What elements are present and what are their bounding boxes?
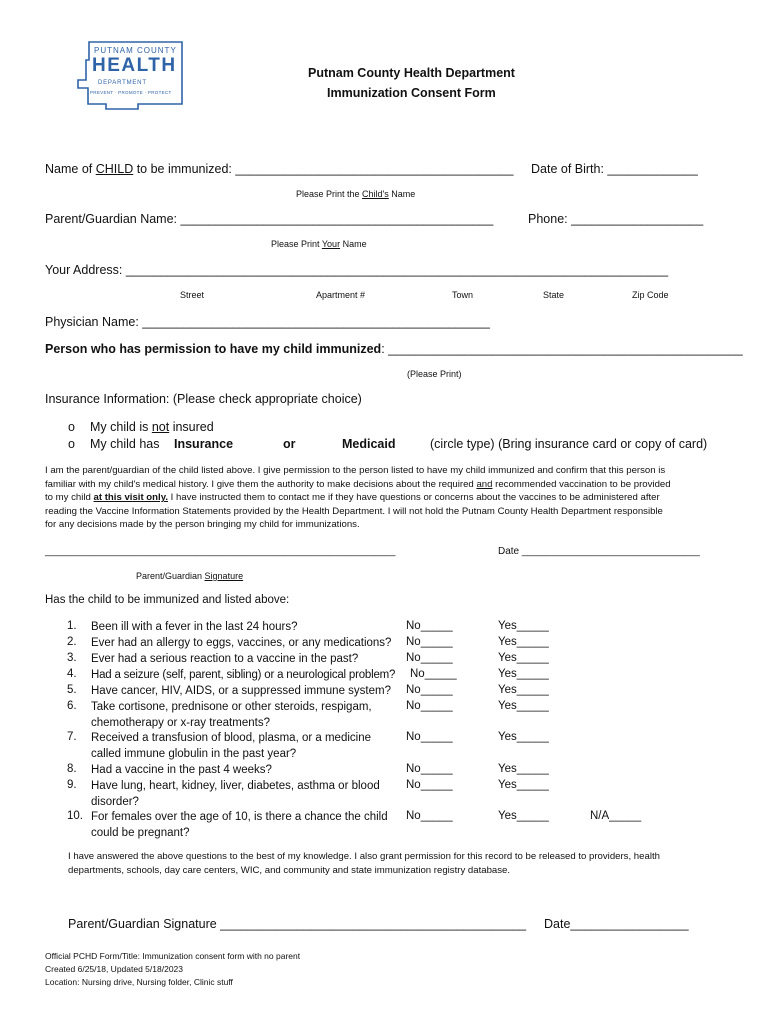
or-separator: or — [283, 437, 296, 451]
guardian-name-hint: Please Print Your Name — [271, 239, 367, 249]
logo-tagline-text: PREVENT · PROMOTE · PROTECT — [90, 90, 172, 95]
child-name-hint: Please Print the Child's Name — [296, 189, 416, 199]
logo-county-text: PUTNAM COUNTY — [94, 46, 177, 55]
form-title: Putnam County Health Department — [308, 66, 515, 80]
answer-no[interactable]: No_____ — [406, 779, 453, 791]
has-coverage-checkbox[interactable]: o My child has — [68, 437, 160, 451]
permission-hint: (Please Print) — [407, 369, 462, 379]
guardian-name-field[interactable]: Parent/Guardian Name: _____________________________________________ — [45, 212, 494, 226]
department-logo — [76, 38, 186, 110]
answer-yes[interactable]: Yes_____ — [498, 636, 549, 648]
guardian-phone-field[interactable]: Phone: ___________________ — [528, 212, 704, 226]
guardian-signature-hint: Parent/Guardian Signature — [136, 571, 244, 581]
address-apartment-hint: Apartment # — [316, 290, 366, 300]
physician-name-field[interactable]: Physician Name: __________________________________________________ — [45, 315, 490, 329]
medicaid-option[interactable]: Medicaid — [342, 437, 396, 451]
child-dob-field[interactable]: Date of Birth: _____________ — [531, 162, 698, 176]
answer-no[interactable]: No_____ — [406, 636, 453, 648]
answer-yes[interactable]: Yes_____ — [498, 620, 549, 632]
insurance-note: (circle type) (Bring insurance card or copy of card) — [430, 437, 708, 451]
address-zip-hint: Zip Code — [632, 290, 669, 300]
address-state-hint: State — [543, 290, 565, 300]
permission-person-field[interactable]: Person who has permission to have my child immunized: ___________________________________________________ — [45, 342, 743, 356]
child-name-field[interactable]: Name of CHILD to be immunized: ________________________________________ — [45, 162, 514, 176]
questions-intro: Has the child to be immunized and listed above: — [45, 594, 290, 606]
final-date-field[interactable]: Date_________________ — [544, 917, 689, 931]
not-insured-checkbox[interactable]: o My child is not insured — [68, 420, 214, 434]
answer-no[interactable]: No_____ — [406, 731, 453, 743]
answer-no[interactable]: No_____ — [406, 810, 453, 822]
answer-yes[interactable]: Yes_____ — [498, 779, 549, 791]
answer-yes[interactable]: Yes_____ — [498, 668, 549, 680]
form-subtitle: Immunization Consent Form — [327, 86, 496, 100]
address-street-hint: Street — [180, 290, 205, 300]
answer-no[interactable]: No_____ — [406, 620, 453, 632]
logo-department-text: DEPARTMENT — [98, 80, 147, 86]
address-field[interactable]: Your Address: ______________________________________________________________________________ — [45, 263, 669, 277]
answer-yes[interactable]: Yes_____ — [498, 652, 549, 664]
signature-date-field[interactable]: Date ________________________________ — [498, 546, 700, 557]
consent-paragraph: I am the parent/guardian of the child listed above. I give permission to the person listed to have my child immunized and confirm that this person is familiar with my child's medical history. I give them the authority to make decisions about the required and recommended vaccination to be provided to my child at this visit only. I have instructed them to contact me if they have questions or concerns about the vaccines to be administered after reading the Vaccine Information Statements provided by the Health Department. I will not hold the Putnam County Health Department responsible for any decisions made by the person bringing my child for immunizations. — [45, 465, 671, 531]
answer-yes[interactable]: Yes_____ — [498, 731, 549, 743]
answer-na[interactable]: N/A_____ — [590, 810, 642, 822]
answer-no[interactable]: No_____ — [406, 684, 453, 696]
guardian-signature-line[interactable]: _______________________________________________________________ — [45, 546, 396, 557]
answer-no[interactable]: No_____ — [406, 652, 453, 664]
answer-yes[interactable]: Yes_____ — [498, 700, 549, 712]
answer-no[interactable]: No_____ — [406, 700, 453, 712]
answer-no[interactable]: No_____ — [410, 668, 457, 680]
final-signature-field[interactable]: Parent/Guardian Signature ____________________________________________ — [68, 917, 527, 931]
address-town-hint: Town — [452, 290, 474, 300]
release-paragraph: I have answered the above questions to the best of my knowledge. I also grant permission for this record to be released to providers, health departments, schools, day care centers, WIC, and community and state immunization registry database. — [68, 851, 660, 876]
insurance-option[interactable]: Insurance — [174, 437, 234, 451]
insurance-label: Insurance Information: (Please check appropriate choice) — [45, 392, 362, 406]
answer-yes[interactable]: Yes_____ — [498, 810, 549, 822]
answer-no[interactable]: No_____ — [406, 763, 453, 775]
answer-yes[interactable]: Yes_____ — [498, 763, 549, 775]
logo-health-text: HEALTH — [92, 55, 177, 76]
answer-yes[interactable]: Yes_____ — [498, 684, 549, 696]
